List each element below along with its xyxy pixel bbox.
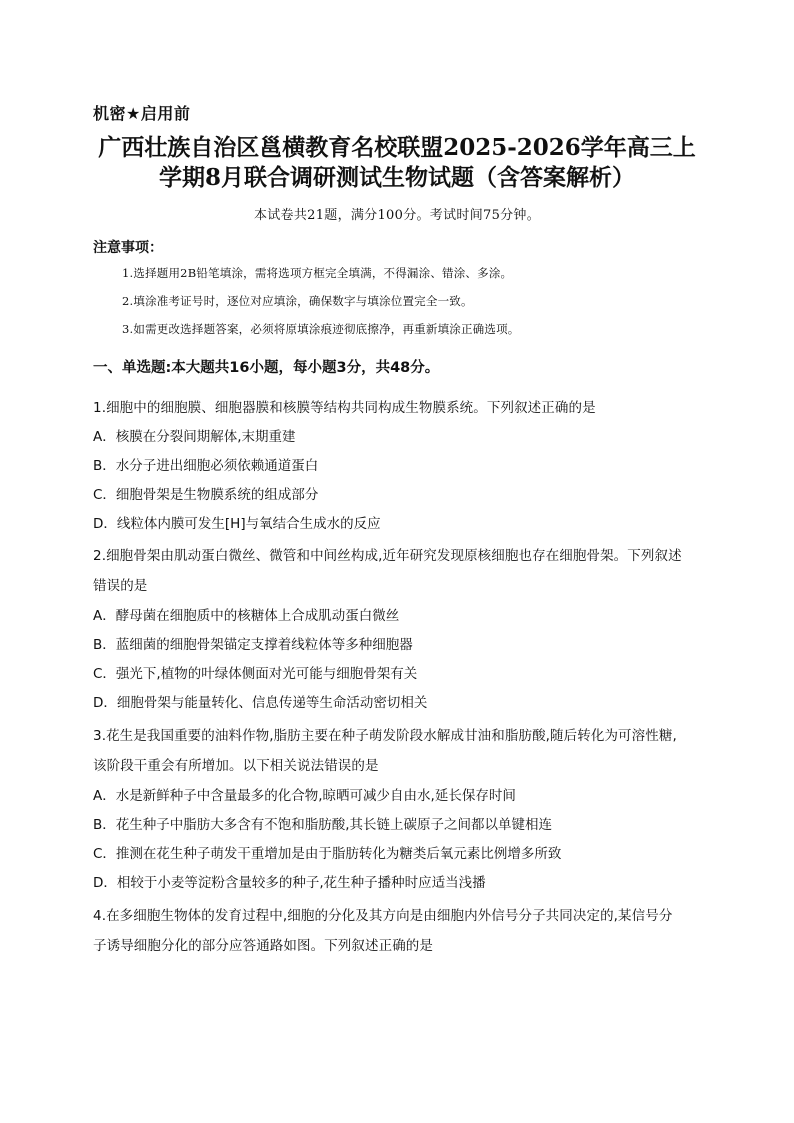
question-option: B．蓝细菌的细胞骨架锚定支撑着线粒体等多种细胞器 [93, 637, 413, 653]
question-option: B．花生种子中脂肪大多含有不饱和脂肪酸,其长链上碳原子之间都以单键相连 [93, 817, 553, 833]
question-stem: 错误的是 [93, 578, 148, 594]
question-option: D．相较于小麦等淀粉含量较多的种子,花生种子播种时应适当浅播 [93, 875, 486, 891]
exam-title-line-2: 学期8月联合调研测试生物试题（含答案解析） [158, 164, 635, 191]
question-stem: 子诱导细胞分化的部分应答通路如图。下列叙述正确的是 [93, 938, 433, 954]
question-stem: 4.在多细胞生物体的发育过程中,细胞的分化及其方向是由细胞内外信号分子共同决定的,某信号分 [93, 908, 673, 924]
notice-item: 1.选择题用2B铅笔填涂，需将选项方框完全填满，不得漏涂、错涂、多涂。 [122, 266, 513, 280]
section-heading: 一、单选题:本大题共16小题，每小题3分，共48分。 [93, 360, 440, 376]
question-option: A．核膜在分裂间期解体,末期重建 [93, 429, 296, 445]
question-stem: 2.细胞骨架由肌动蛋白微丝、微管和中间丝构成,近年研究发现原核细胞也存在细胞骨架。下列叙述 [93, 548, 682, 564]
question-stem: 1.细胞中的细胞膜、细胞器膜和核膜等结构共同构成生物膜系统。下列叙述正确的是 [93, 400, 596, 416]
question-stem: 该阶段干重会有所增加。以下相关说法错误的是 [93, 758, 379, 774]
exam-info: 本试卷共21题，满分100分。考试时间75分钟。 [253, 208, 541, 223]
question-option: D．线粒体内膜可发生[H]与氧结合生成水的反应 [93, 516, 381, 532]
confidential-label: 机密★启用前 [93, 104, 191, 123]
question-option: C．细胞骨架是生物膜系统的组成部分 [93, 487, 319, 503]
question-stem: 3.花生是我国重要的油料作物,脂肪主要在种子萌发阶段水解成甘油和脂肪酸,随后转化为可溶性糖, [93, 728, 677, 744]
notice-item: 2.填涂准考证号时，逐位对应填涂，确保数字与填涂位置完全一致。 [122, 294, 473, 308]
question-option: C．强光下,植物的叶绿体侧面对光可能与细胞骨架有关 [93, 666, 418, 682]
exam-title-line-1: 广西壮族自治区邕横教育名校联盟2025-2026学年高三上 [98, 134, 696, 161]
question-option: B．水分子进出细胞必须依赖通道蛋白 [93, 458, 319, 474]
question-option: A．酵母菌在细胞质中的核糖体上合成肌动蛋白微丝 [93, 608, 400, 624]
question-option: A．水是新鲜种子中含量最多的化合物,晾晒可减少自由水,延长保存时间 [93, 788, 516, 804]
question-option: C．推测在花生种子萌发干重增加是由于脂肪转化为糖类后氧元素比例增多所致 [93, 846, 562, 862]
notice-item: 3.如需更改选择题答案，必须将原填涂痕迹彻底擦净，再重新填涂正确选项。 [122, 322, 520, 336]
question-option: D．细胞骨架与能量转化、信息传递等生命活动密切相关 [93, 695, 428, 711]
notice-heading: 注意事项： [93, 240, 163, 256]
